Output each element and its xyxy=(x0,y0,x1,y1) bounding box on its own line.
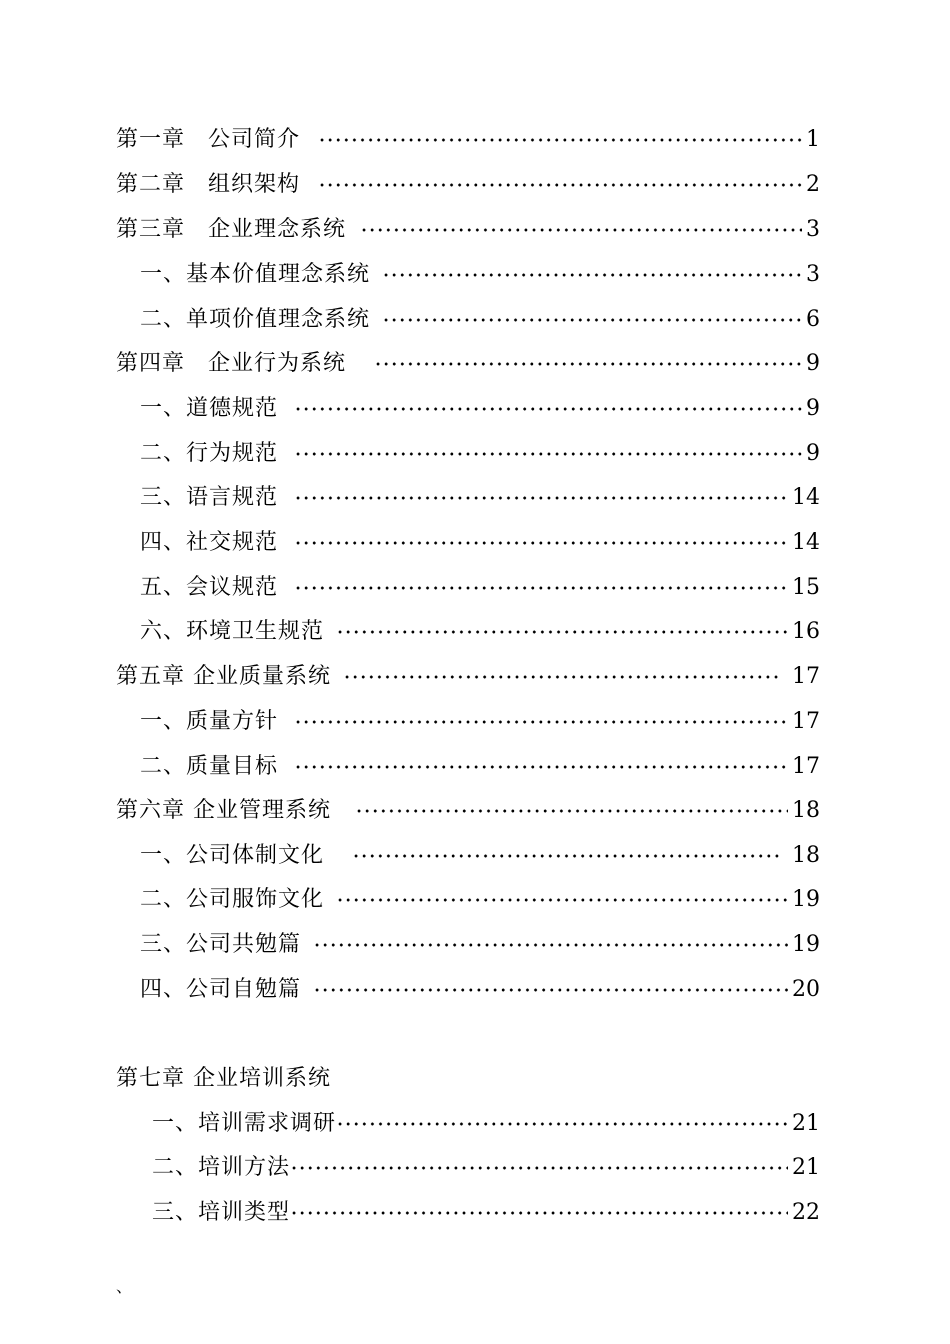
toc-leader-dots xyxy=(382,300,802,340)
toc-entry-page-number: 1 xyxy=(806,127,820,152)
toc-leader-dots xyxy=(318,165,802,205)
toc-leader-dots xyxy=(382,255,802,295)
toc-entry[interactable] xyxy=(116,791,820,831)
toc-entry-title: 二、行为规范 xyxy=(140,441,279,466)
toc-leader-dots xyxy=(294,747,788,787)
toc-leader-dots xyxy=(313,970,788,1010)
toc-leader-dots xyxy=(336,612,788,652)
toc-leader-dots xyxy=(336,880,788,920)
toc-entry-page-number: 3 xyxy=(806,262,820,287)
toc-entry-page-number: 19 xyxy=(792,887,820,912)
toc-entry-page-number: 22 xyxy=(792,1200,820,1225)
toc-entry-page-number: 14 xyxy=(792,485,820,510)
toc-entry[interactable] xyxy=(140,389,820,429)
toc-entry-title: 三、公司共勉篇 xyxy=(140,932,302,957)
toc-entry-page-number: 21 xyxy=(792,1155,820,1180)
toc-entry-page-number: 18 xyxy=(792,798,820,823)
toc-leader-dots xyxy=(318,120,802,160)
toc-entry[interactable] xyxy=(152,1104,820,1144)
toc-entry-page-number: 2 xyxy=(806,172,820,197)
toc-entry[interactable] xyxy=(140,255,820,295)
toc-entry-title: 一、道德规范 xyxy=(140,396,279,421)
toc-entry[interactable] xyxy=(140,478,820,518)
toc-entry-page-number: 9 xyxy=(806,441,820,466)
toc-entry-page-number: 17 xyxy=(792,754,820,779)
toc-entry-title: 二、公司服饰文化 xyxy=(140,887,325,912)
toc-entry-title: 二、质量目标 xyxy=(140,754,279,779)
toc-entry-title: 一、质量方针 xyxy=(140,709,279,734)
toc-entry-title: 第六章 企业管理系统 xyxy=(116,798,331,823)
toc-entry-page-number: 3 xyxy=(806,217,820,242)
toc-entry[interactable] xyxy=(152,1148,820,1188)
toc-entry-page-number: 21 xyxy=(792,1111,820,1136)
stray-mark: 、 xyxy=(116,1277,133,1296)
toc-leader-dots xyxy=(294,568,788,608)
toc-entry[interactable] xyxy=(140,970,820,1010)
toc-entry-title: 第七章 企业培训系统 xyxy=(116,1066,331,1091)
toc-entry[interactable] xyxy=(140,434,820,474)
toc-entry-page-number: 15 xyxy=(792,575,820,600)
toc-entry-title: 第三章 企业理念系统 xyxy=(116,217,347,242)
toc-entry-title: 三、语言规范 xyxy=(140,485,279,510)
toc-entry-page-number: 16 xyxy=(792,619,820,644)
toc-entry-page-number: 6 xyxy=(806,307,820,332)
toc-leader-dots xyxy=(352,836,782,876)
toc-leader-dots xyxy=(294,478,788,518)
toc-entry[interactable] xyxy=(116,657,820,697)
toc-entry-title: 二、培训方法 xyxy=(152,1155,291,1180)
toc-entry-page-number: 20 xyxy=(792,977,820,1002)
toc-entry-title: 一、培训需求调研 xyxy=(152,1111,337,1136)
toc-entry-title: 第二章 组织架构 xyxy=(116,172,301,197)
toc-entry-page-number: 17 xyxy=(792,709,820,734)
toc-leader-dots xyxy=(290,1193,788,1233)
toc-entry[interactable] xyxy=(116,120,820,160)
toc-entry-title: 一、公司体制文化 xyxy=(140,843,325,868)
toc-entry[interactable] xyxy=(140,612,820,652)
toc-entry-title: 六、环境卫生规范 xyxy=(140,619,325,644)
toc-entry-title: 四、公司自勉篇 xyxy=(140,977,302,1002)
toc-entry-title: 第五章 企业质量系统 xyxy=(116,664,331,689)
toc-entry[interactable] xyxy=(140,523,820,563)
toc-leader-dots xyxy=(313,925,788,965)
toc-leader-dots xyxy=(294,389,802,429)
toc-leader-dots xyxy=(294,523,788,563)
toc-entry[interactable] xyxy=(140,747,820,787)
toc-entry-title: 第四章 企业行为系统 xyxy=(116,351,347,376)
toc-entry[interactable] xyxy=(140,300,820,340)
toc-leader-dots xyxy=(290,1148,788,1188)
toc-entry-title: 一、基本价值理念系统 xyxy=(140,262,371,287)
toc-entry[interactable] xyxy=(116,344,820,384)
toc-entry[interactable] xyxy=(116,210,820,250)
toc-entry-page-number: 9 xyxy=(806,396,820,421)
toc-entry-page-number: 18 xyxy=(792,843,820,868)
toc-leader-dots xyxy=(294,702,788,742)
toc-entry[interactable] xyxy=(140,836,820,876)
toc-entry[interactable] xyxy=(116,165,820,205)
toc-entry[interactable] xyxy=(140,568,820,608)
toc-entry-page-number: 19 xyxy=(792,932,820,957)
toc-entry-title: 三、培训类型 xyxy=(152,1200,291,1225)
toc-leader-dots xyxy=(374,344,802,384)
toc-leader-dots xyxy=(360,210,802,250)
toc-entry-title: 二、单项价值理念系统 xyxy=(140,307,371,332)
toc-entry[interactable] xyxy=(140,702,820,742)
toc-leader-dots xyxy=(294,434,802,474)
toc-entry-title: 五、会议规范 xyxy=(140,575,279,600)
toc-leader-dots xyxy=(355,791,788,831)
toc-leader-dots xyxy=(343,657,782,697)
toc-entry-page-number: 17 xyxy=(792,664,820,689)
toc-entry-page-number: 14 xyxy=(792,530,820,555)
toc-entry-title: 第一章 公司简介 xyxy=(116,127,301,152)
toc-leader-dots xyxy=(336,1104,788,1144)
toc-entry[interactable] xyxy=(140,925,820,965)
toc-entry[interactable] xyxy=(140,880,820,920)
toc-entry[interactable] xyxy=(116,1059,820,1099)
toc-entry-page-number: 9 xyxy=(806,351,820,376)
toc-entry-title: 四、社交规范 xyxy=(140,530,279,555)
toc-entry[interactable] xyxy=(152,1193,820,1233)
